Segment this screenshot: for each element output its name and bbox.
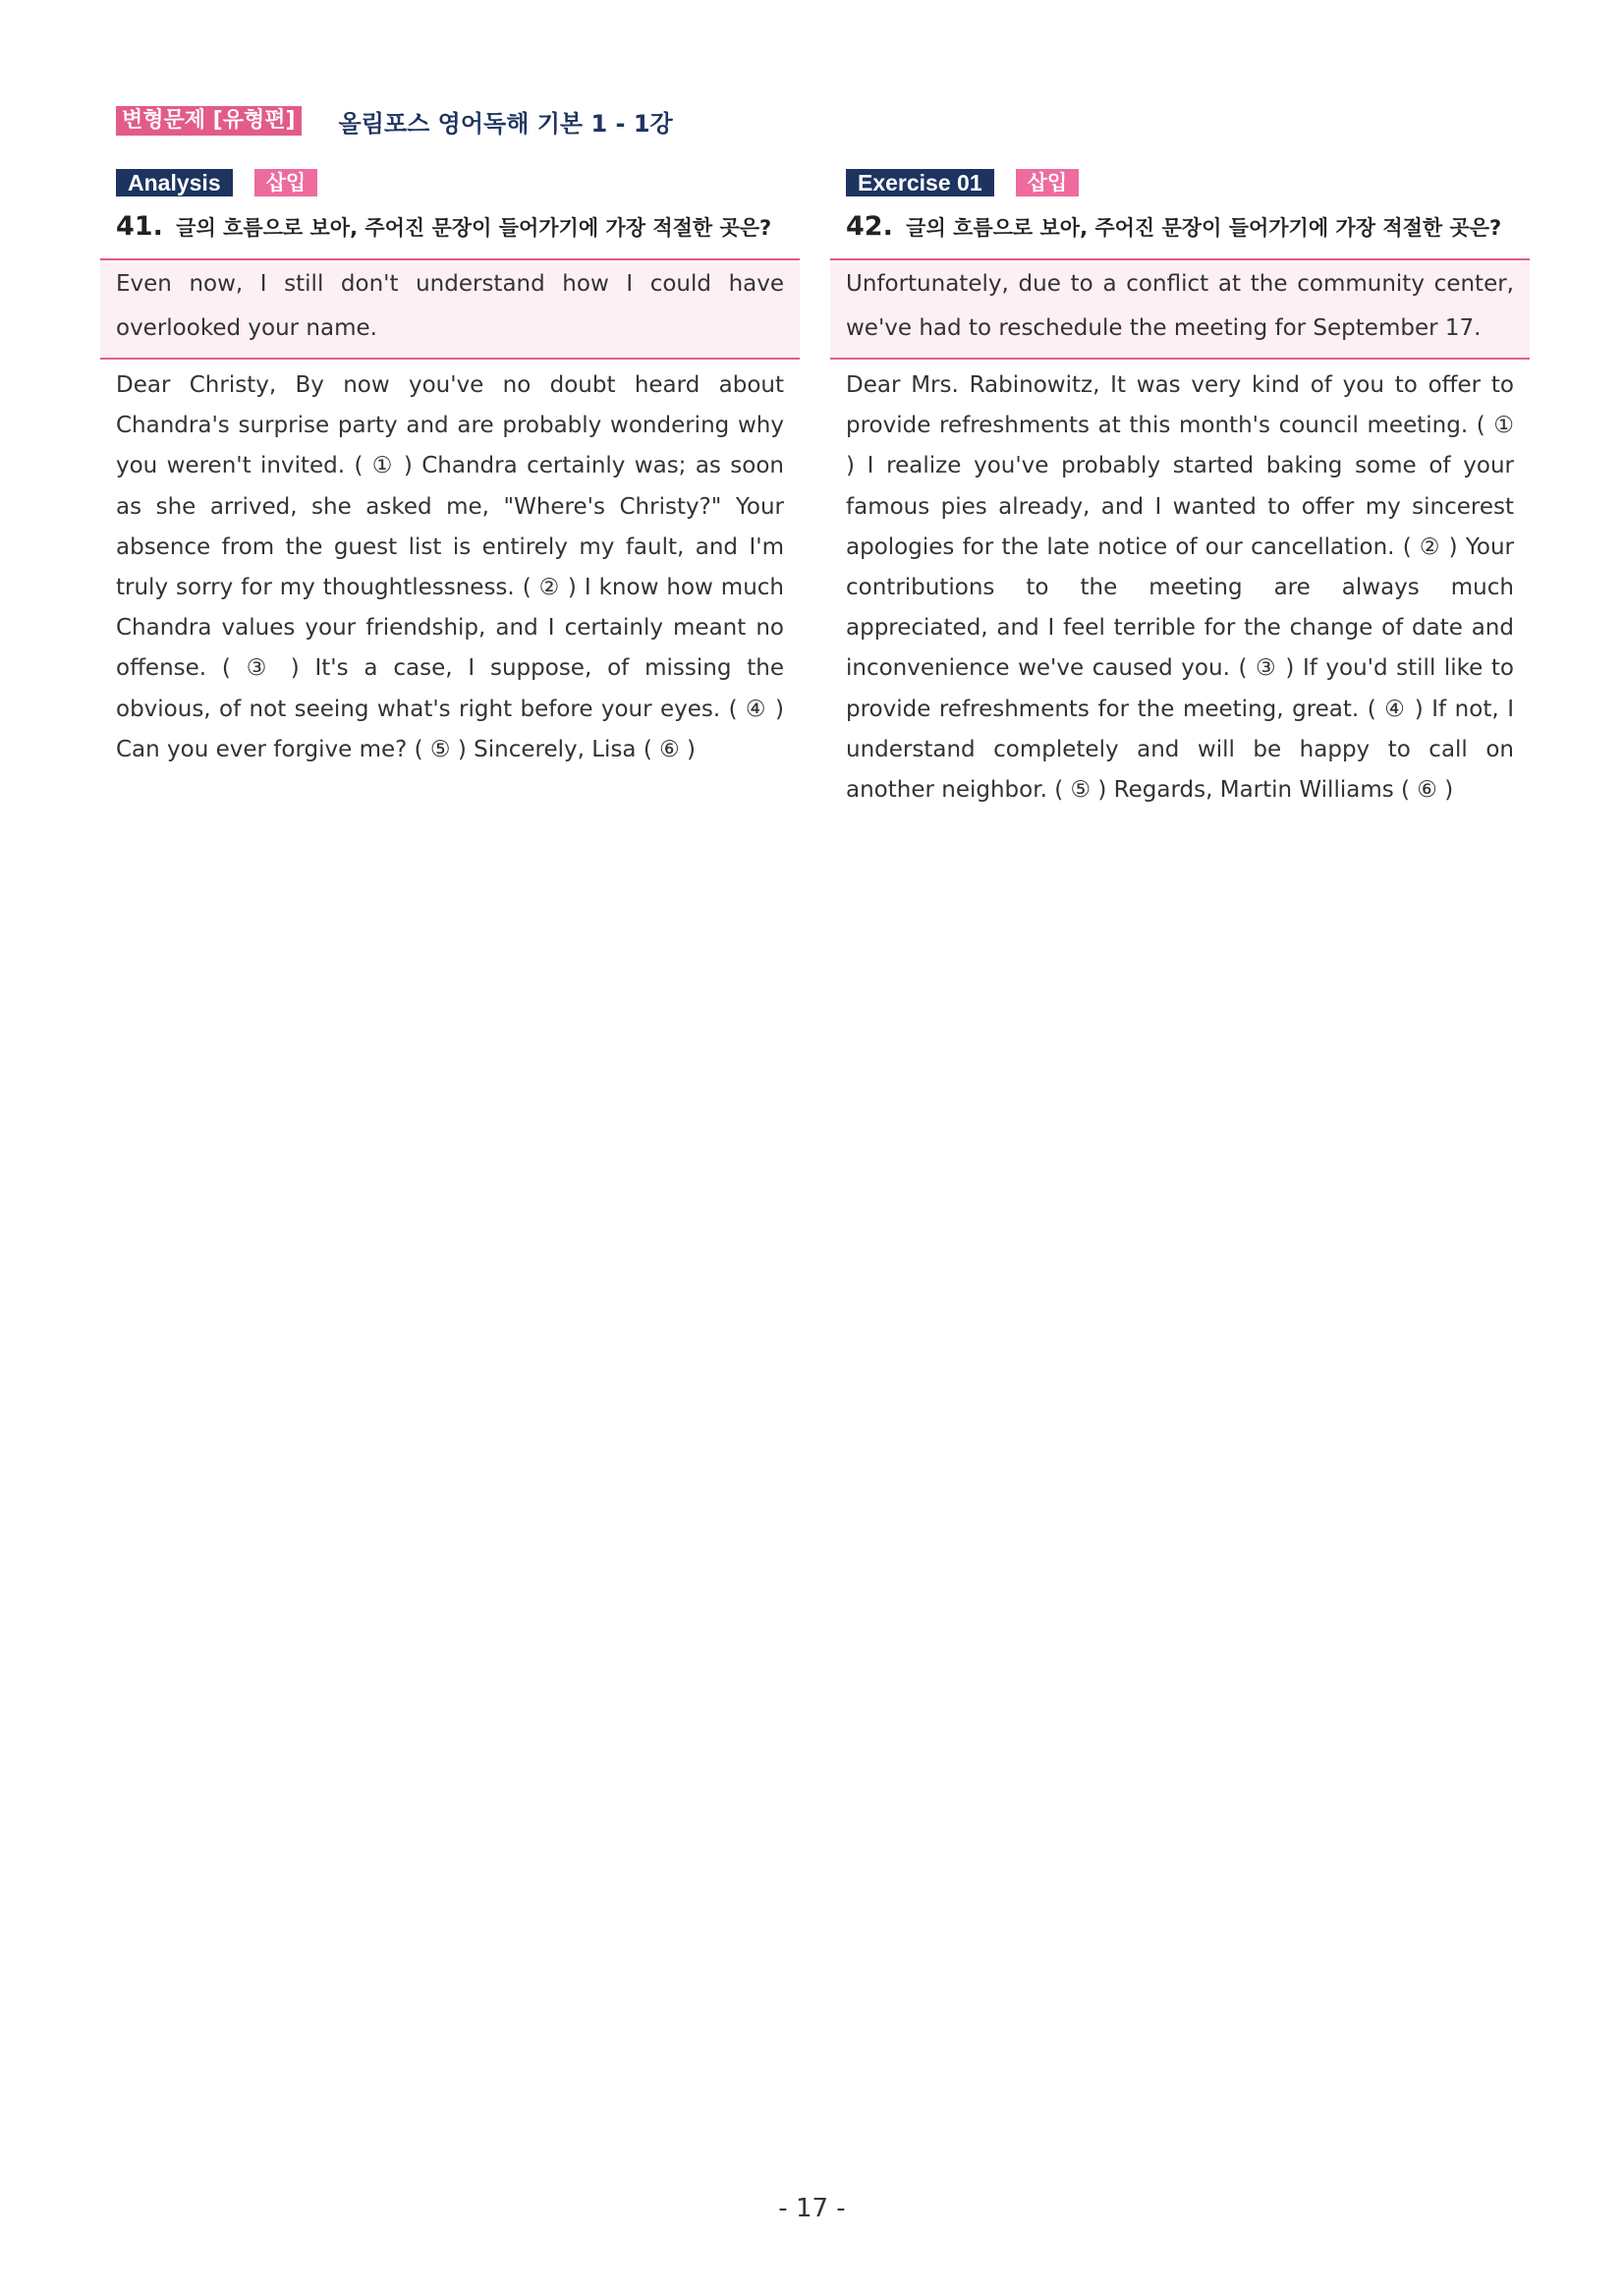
question-prompt [116,208,784,247]
page-header [116,104,673,138]
question-number: 41. [116,211,163,242]
passage-text: Dear Mrs. Rabinowitz, It was very kind of you to offer to provide refreshments at this month's council meeting. ( ① ) I realize you've probably started baking some of your famous pies already, and I wanted to offer my sincerest apologies for the late notice of our cancellation. ( ② ) Your contributions to the meeting are always much appreciated, and I feel terrible for the change of date and inconvenience we've caused you. ( ③ ) If you'd still like to provide refreshments for the meeting, great. ( ④ ) If not, I understand completely and will be happy to call on another neighbor. ( ⑤ ) Regards, Martin Williams ( ⑥ ) [846,372,1514,804]
question-prompt [846,208,1514,247]
page-number: - 17 - [778,2194,846,2223]
section-tag: 변형문제 [유형편] [116,106,302,136]
badge-row [846,169,1530,196]
exercise-badge: Exercise 01 [846,169,994,196]
passage-text: Dear Christy, By now you've no doubt heard about Chandra's surprise party and are probably wondering why you weren't invited. ( ① ) Chandra certainly was; as soon as she arrived, she asked me, "Where's Christy?" Your absence from the guest list is entirely my fault, and I'm truly sorry for my thoughtlessness. ( ② ) I know how much Chandra values your friendship, and I certainly meant no offense. ( ③ ) It's a case, I suppose, of missing the obvious, of not seeing what's right before your eyes. ( ④ ) Can you ever forgive me? ( ⑤ ) Sincerely, Lisa ( ⑥ ) [116,372,784,762]
question-text: 글의 흐름으로 보아, 주어진 문장이 들어가기에 가장 적절한 곳은? [176,216,772,240]
given-sentence-box: Unfortunately, due to a conflict at the community center, we've had to reschedule the meeting for September 17. [830,258,1530,360]
question-type-badge: 삽입 [254,169,318,196]
question-column-right [830,169,1530,811]
question-number: 42. [846,211,893,242]
badge-row [116,169,800,196]
question-type-badge: 삽입 [1016,169,1080,196]
analysis-badge: Analysis [116,169,233,196]
question-text: 글의 흐름으로 보아, 주어진 문장이 들어가기에 가장 적절한 곳은? [906,216,1502,240]
document-title: 올림포스 영어독해 기본 1 - 1강 [338,109,673,138]
question-column-left [100,169,800,770]
given-sentence-box: Even now, I still don't understand how I could have overlooked your name. [100,258,800,360]
